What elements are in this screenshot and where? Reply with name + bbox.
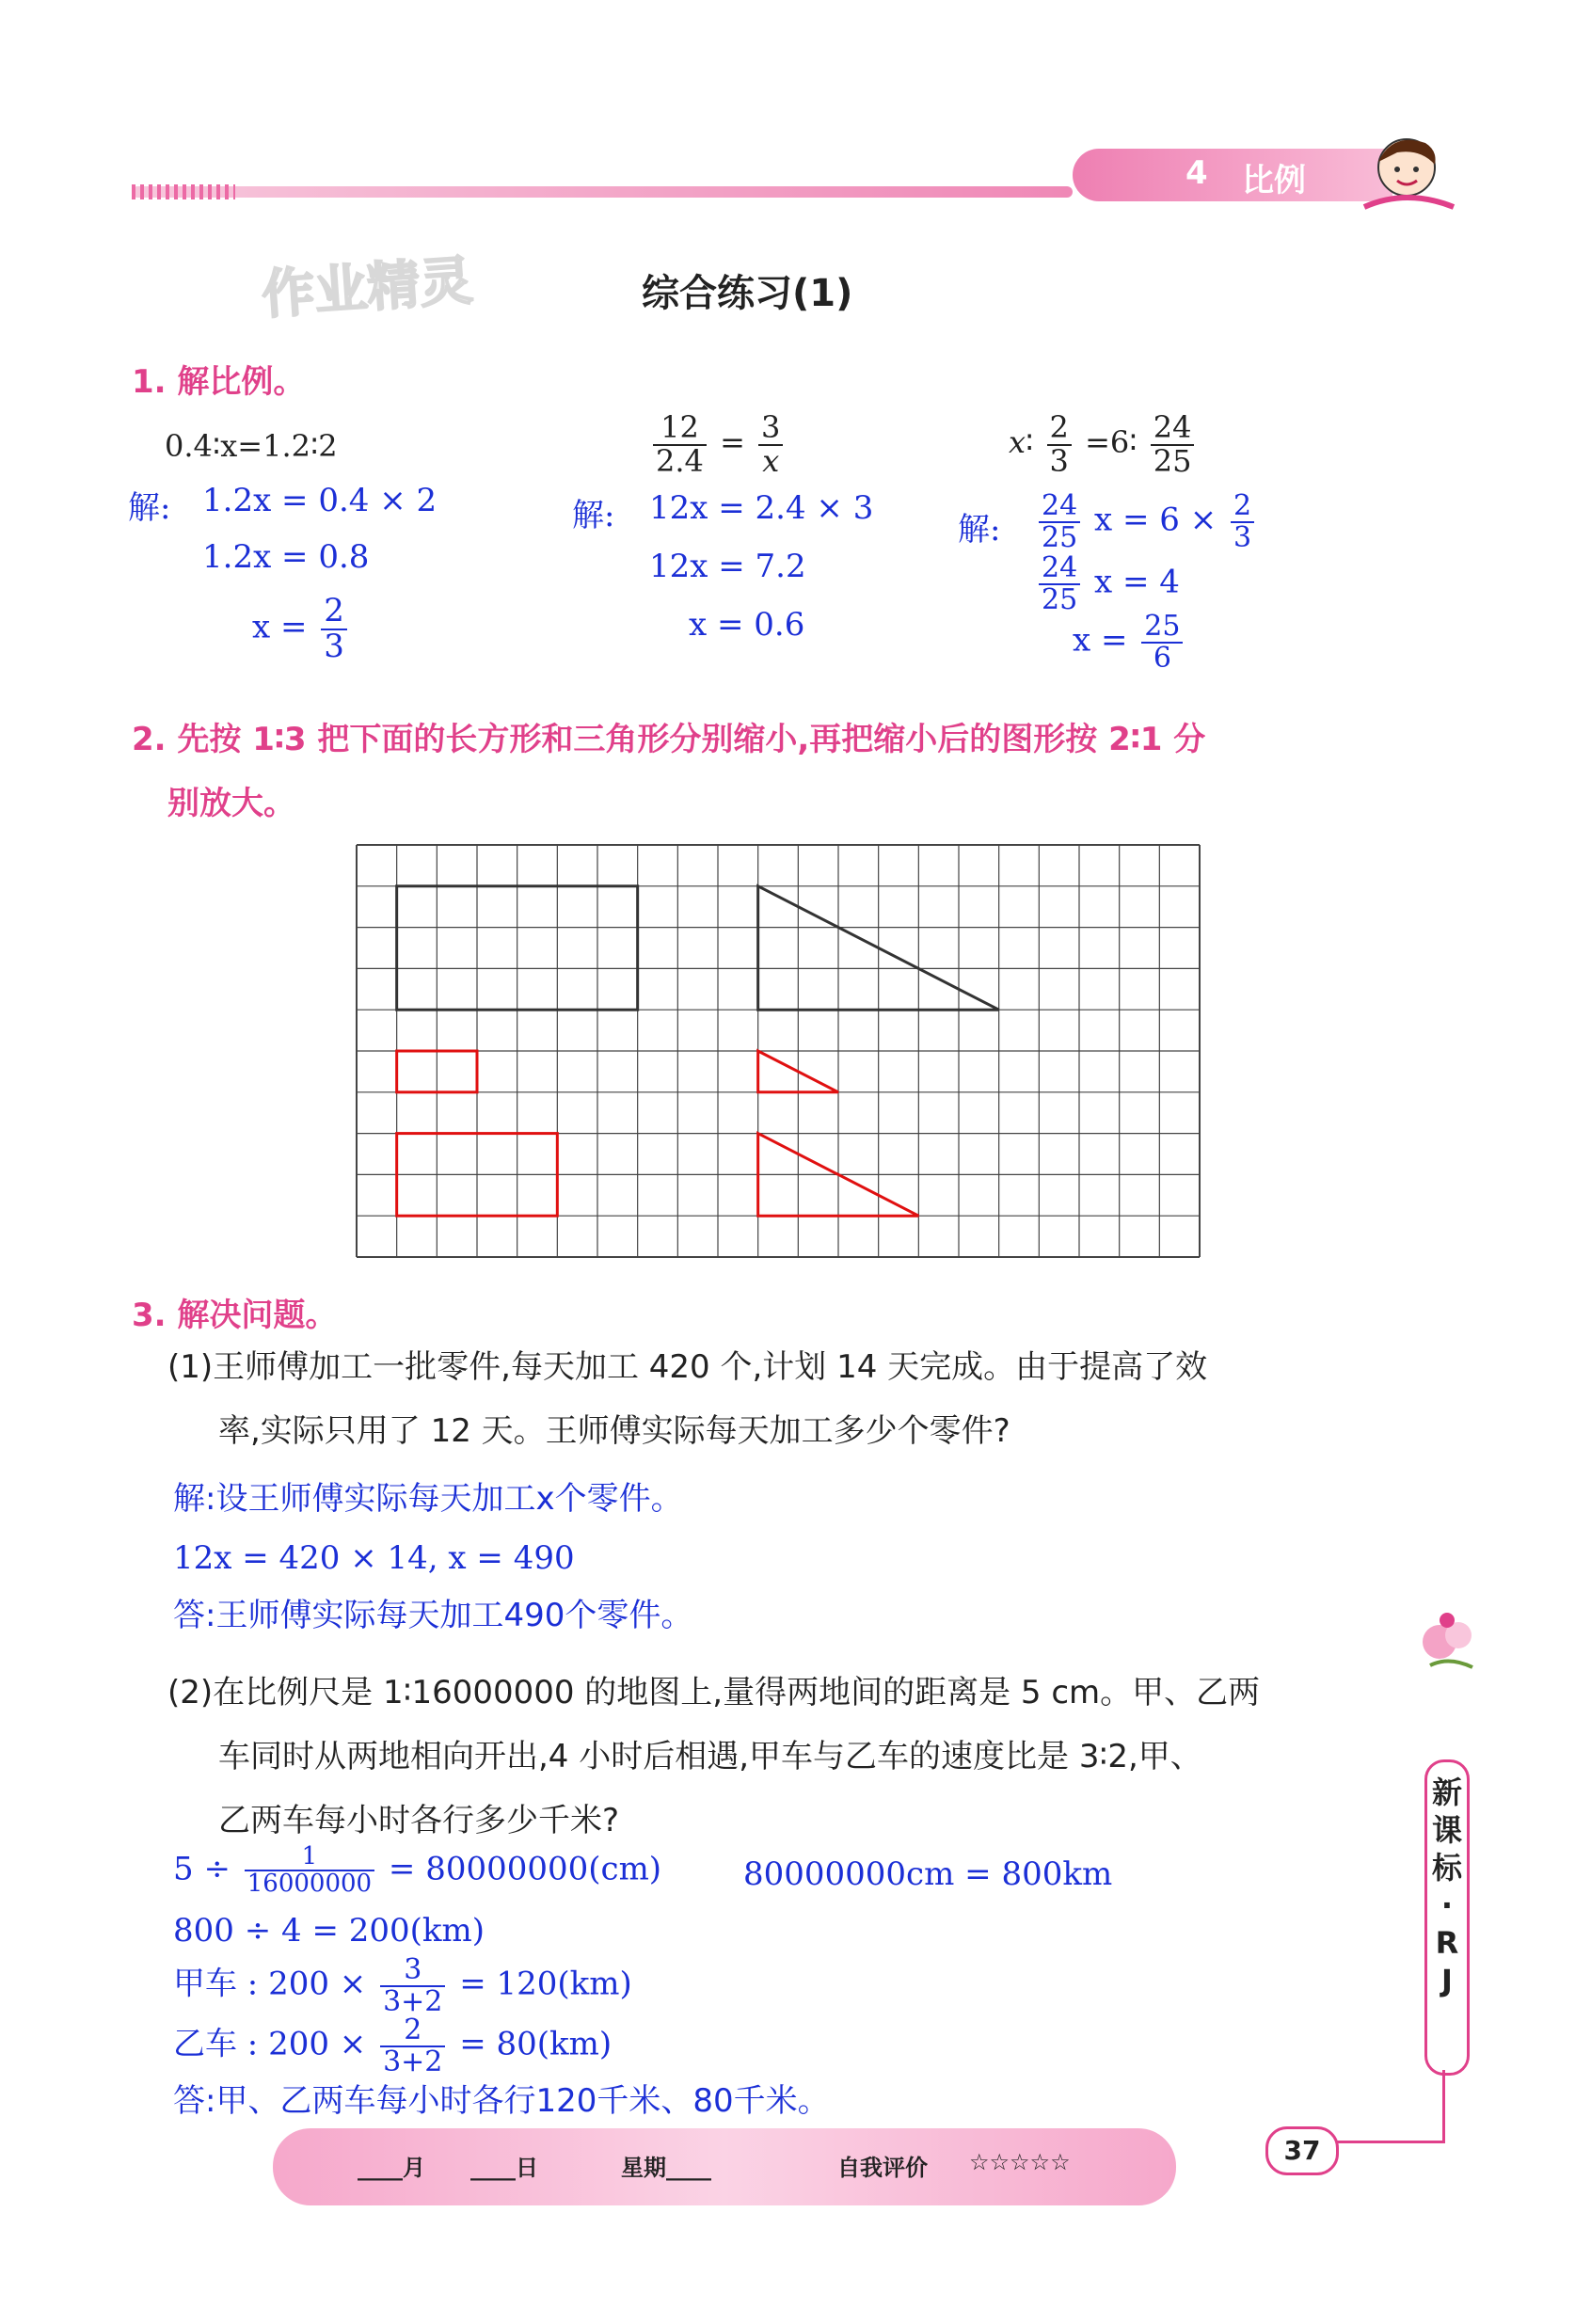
q3-2-answer4: 乙车 : 200 × $\frac{2}{3+2}$ = 80(km) (173, 2014, 613, 2078)
q3-1-answer2: 12x = 420 × 14, x = 490 (173, 1539, 575, 1577)
footer-bar (273, 2128, 1176, 2205)
q1-p3-step1: $\frac{24}{25}$ x = 6 × $\frac{2}{3}$ (1035, 491, 1258, 552)
q1-p1-problem: 0.4∶x=1.2∶2 (165, 428, 338, 464)
q1-p2-step2: 12x = 7.2 (649, 548, 806, 585)
footer-month: ____月 (358, 2155, 425, 2181)
side-connector-v (1442, 2070, 1445, 2143)
unit-title: 比例 (1242, 162, 1306, 199)
q1-p3-step3: x = $\frac{25}{6}$ (1073, 612, 1186, 673)
q3-heading: 3. 解决问题。 (132, 1297, 338, 1334)
q1-p3-step2: $\frac{24}{25}$ x = 4 (1035, 553, 1180, 614)
q3-2-answer1: 5 ÷ $\frac{1}{16000000}$ = 80000000(cm) (173, 1842, 662, 1899)
footer-day: ____日 (470, 2155, 538, 2181)
q2-line2: 别放大。 (167, 785, 295, 822)
q1-p3-problem: x∶ $\frac{2}{3}$ =6∶ $\frac{24}{25}$ (1009, 412, 1198, 477)
q3-2-answer2: 800 ÷ 4 = 200(km) (173, 1912, 485, 1950)
flower-icon (1402, 1600, 1487, 1684)
q1-p2-jie: 解: (572, 497, 615, 534)
q1-heading: 1. 解比例。 (132, 363, 306, 401)
q3-2-line1: (2)在比例尺是 1∶16000000 的地图上,量得两地间的距离是 5 cm。甲、乙两 (167, 1674, 1261, 1711)
q3-1-line1: (1)王师傅加工一批零件,每天加工 420 个,计划 14 天完成。由于提高了效 (167, 1348, 1208, 1386)
q1-p1-step2: 1.2x = 0.8 (202, 538, 370, 576)
q3-2-answer3: 甲车 : 200 × $\frac{3}{3+2}$ = 120(km) (173, 1953, 632, 2018)
footer-weekday: 星期____ (621, 2155, 711, 2181)
q3-2-conversion: 80000000cm = 800km (743, 1855, 1113, 1893)
q2-line1: 2. 先按 1∶3 把下面的长方形和三角形分别缩小,再把缩小后的图形按 2∶1 分 (132, 721, 1206, 758)
header-ticks (132, 184, 235, 199)
q1-p1-step3: x = $\frac{2}{3}$ (252, 595, 351, 663)
side-label: 新 课 标 · R J (1431, 1775, 1462, 1998)
q1-p1-jie: 解: (128, 489, 171, 527)
q1-p2-problem: $\frac{12}{2.4}$ = $\frac{3}{x}$ (649, 412, 787, 477)
q3-2-line2: 车同时从两地相向开出,4 小时后相遇,甲车与乙车的速度比是 3∶2,甲、 (218, 1738, 1202, 1775)
cartoon-boy-icon (1355, 122, 1468, 216)
page-number: 37 (1265, 2126, 1339, 2175)
q3-1-answer3: 答:王师傅实际每天加工490个零件。 (173, 1597, 693, 1634)
side-connector-h (1336, 2141, 1445, 2143)
q3-1-line2: 率,实际只用了 12 天。王师傅实际每天加工多少个零件? (218, 1412, 1010, 1450)
header-line (132, 186, 1073, 198)
unit-tab (1073, 149, 1392, 201)
q1-p2-step1: 12x = 2.4 × 3 (649, 489, 874, 527)
q3-1-answer1: 解:设王师傅实际每天加工x个零件。 (173, 1480, 683, 1518)
q1-p3-jie: 解: (958, 511, 1001, 549)
footer-stars: ☆☆☆☆☆ (969, 2149, 1071, 2175)
q3-2-answer5: 答:甲、乙两车每小时各行120千米、80千米。 (173, 2082, 830, 2120)
footer-self-eval: 自我评价 (837, 2155, 928, 2181)
watermark: 作业精灵 (260, 250, 475, 326)
q3-2-line3: 乙两车每小时各行多少千米? (218, 1802, 620, 1839)
q1-p2-step3: x = 0.6 (689, 606, 805, 644)
drawing-grid (356, 844, 1201, 1258)
page-title: 综合练习(1) (642, 272, 853, 315)
unit-number: 4 (1185, 154, 1208, 192)
q1-p1-step1: 1.2x = 0.4 × 2 (202, 482, 438, 519)
